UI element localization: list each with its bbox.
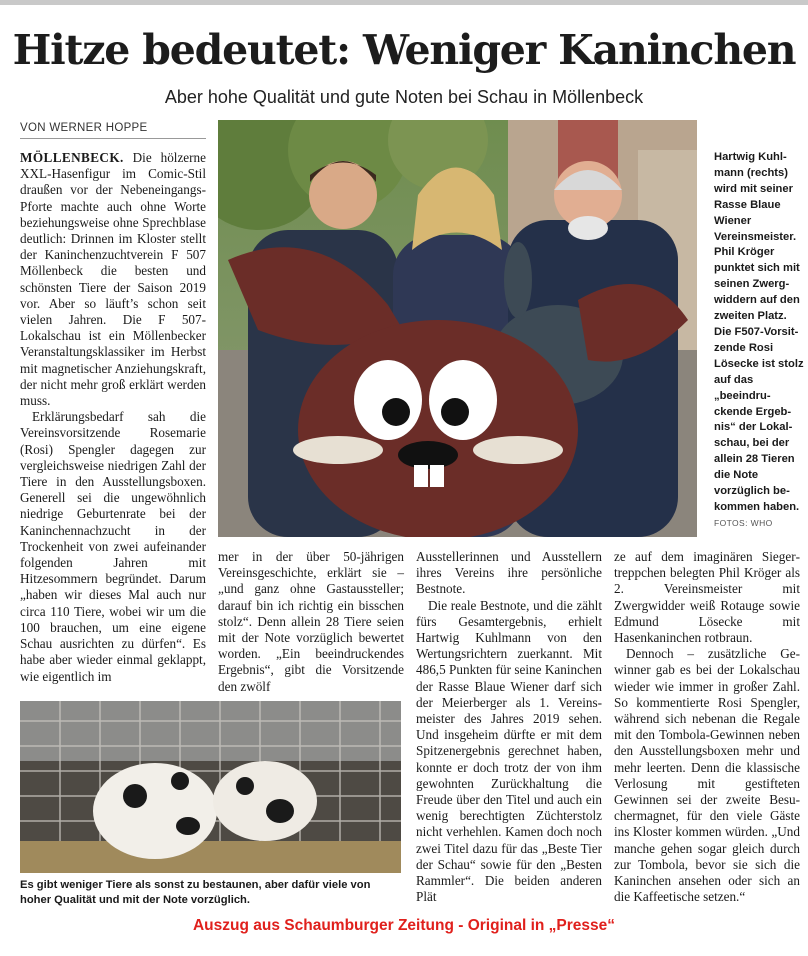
source-footer: Auszug aus Schaumburger Zeitung - Original in „Presse“ [192,917,616,934]
paragraph: ze auf dem imaginären Siegertreppchen belegten Phil Kröger als 2. Vereinsmeister mit Zwergwidder weiß Rotauge sowie Edmund Lösecke mit Hasenkaninchen rotbraun. [614,549,800,646]
headline: Hitze bedeutet: Weniger Kaninchen [12,26,796,74]
dateline: MÖLLENBECK. [20,150,124,165]
article-column-4 [614,549,800,905]
paragraph: Die reale Bestnote, und die zählt fürs Gesamtergebnis, erhielt Hartwig Kuhlmann von den Wertungsrichtern zuerkannt. Mit 486,5 Punkten für seine Kaninchen der Rasse Blaue Wiener darf sich der Meierberger als 1. Vereinsmeister des Jahres 2019 sehen. Und insgeheim dürfte er mit dem Spitzenergebnis gerechnet haben, konnte er doch trotz der von ihm gewohnten Zurückhaltung die Freude über den Titel und auch ein wenig berechtigten Züchterstolz nicht verhehlen. Kamen doch noch zwei Titel dazu für das „Beste Tier der Schau“ sowie für den „Besten Rammler“. Die beiden anderen Plät [416,597,602,905]
byline-divider [20,138,206,139]
subheadline: Aber hohe Qualität und gute Noten bei Schau in Möllenbeck [164,87,644,107]
article-column-3 [416,549,602,905]
byline: VON WERNER HOPPE [20,122,148,134]
top-rule [0,0,808,5]
main-photo-illustration [218,120,697,537]
paragraph: mer in der über 50-jährigen Vereinsgeschichte, erklärt sie – „und ganz ohne Gastaussteller; darauf bin ich richtig ein bisschen stolz“. Denn allein 28 Tiere seien mit der Note vorzüglich bewertet worden. „Ein beeindruckendes Ergebnis“, gibt die Vorsitzende den zwölf [218,549,404,694]
paragraph: Erklärungsbedarf sah die Vereinsvorsitzende Rosemarie (Rosi) Spengler dagegen zur vergleichsweise niedrigen Zahl der Tiere in den Ausstellungsboxen. Generell sei die ungewöhnlich niedrige Geburtenrate bei der Kaninchennachzucht in der Trockenheit von zwei aufeinander folgenden Jahren mit Hitzesommern begründet. Darum „haben wir dieses Mal auch nur circa 110 Tiere, wobei wir um die 100 brauchen, um eine eigene Schau ausrichten zu dürfen“. Es habe aber wieder einmal geklappt, wie eigentlich im [20,409,206,684]
paragraph: Dennoch – zusätzliche Gewinner gab es bei der Lokalschau wieder wie immer in großer Zahl. So kommentierte Rosi Spengler, während sich nebenan die Regale mit den Tombola-Gewinnen neben den Ausstellungsboxen mehr und mehr leerten. Denn die klassische Verlosung mit gestifteten Gewinnen sei der zweite Besuchermagnet, für den viele Gäste ins Kloster kommen würden. „Und manche gehen sogar gleich durch zur Tombola, bevor sie sich die Kaninchen ansehen oder sich an die Kaffeetische setzen.“ [614,646,800,905]
rabbits-photo-illustration [20,701,401,873]
rabbits-photo [20,701,401,873]
paragraph [20,150,206,409]
main-photo-caption [714,150,804,532]
main-photo [218,120,697,537]
paragraph-text: Die hölzerne XXL-Hasenfigur im Comic-Stil draußen vor der Nebeneingangs-Pforte machte auch ohne Worte beziehungsweise ohne Sprechblase deutlich: Drinnen im Kloster stellt der Kaninchenzuchtverein F 507 Möllenbeck die besten und schönsten Tiere der Saison 2019 vor. Aber so läuft’s schon seit vielen Jahren. Die F 507-Lokalschau ist ein Möllenbecker Veranstaltungsklassiker im Herbst mit magnetischer Anziehungskraft, der nicht mehr groß erklärt werden muss. [20,150,206,409]
rabbits-photo-caption: Es gibt weniger Tiere als sonst zu bestaunen, aber dafür viele von hoher Qualität und mit der Note vorzüglich. [20,879,371,906]
article-column-1 [20,150,206,685]
caption-text: Hartwig Kuhlmann (rechts) wird mit seiner Rasse Blaue Wiener Vereinsmeister. Phil Kröger punktet sich mit seinen Zwergwiddern auf den zweiten Platz. Die F507-Vorsitzende Rosi Lösecke ist stolz auf das „beeindruckende Ergebnis“ der Lokalschau, bei der allein 28 Tieren die Note vorzüglich bekommen haben. [714,151,804,513]
photo-credit: FOTOS: WHO [714,517,773,528]
paragraph: Ausstellerinnen und Ausstellern ihres Vereins ihre persönliche Bestnote. [416,549,602,597]
article-column-2 [218,549,404,695]
